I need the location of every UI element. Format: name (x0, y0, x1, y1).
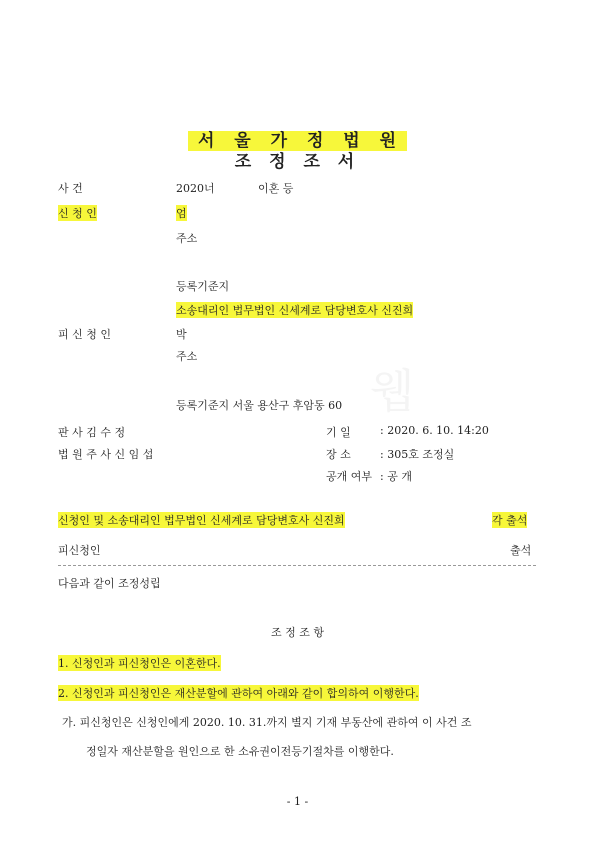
applicant-name: 엄 (176, 207, 187, 220)
case-label: 사 건 (58, 182, 83, 195)
place-label: 장 소 (326, 448, 351, 461)
attendance-applicant-status: 각 출석 (492, 514, 528, 527)
attendance-applicant: 신청인 및 소송대리인 법무법인 신세계로 담당변호사 신진희 (58, 514, 345, 527)
respondent-label: 피 신 청 인 (58, 328, 111, 341)
terms-title: 조 정 조 항 (271, 626, 324, 639)
case-number: 2020너 (176, 182, 215, 195)
place-value: : 305호 조정실 (380, 448, 455, 461)
watermark-logo-icon: 웹 (370, 364, 415, 418)
term-2a-line-2: 정일자 재산분할을 원인으로 한 소유권이전등기절차를 이행한다. (86, 745, 394, 758)
judge-label: 판 사 김 수 정 (58, 426, 126, 439)
respondent-registry: 등록기준지 서울 용산구 후암동 60 (176, 399, 343, 412)
case-name: 이혼 등 (258, 182, 294, 195)
court-title: 서 울 가 정 법 원 (0, 126, 595, 151)
attendance-respondent: 피신청인 (58, 544, 101, 557)
public-label: 공개 여부 (326, 470, 373, 483)
applicant-address-label: 주소 (176, 232, 198, 245)
term-1: 1. 신청인과 피신청인은 이혼한다. (58, 657, 221, 670)
applicant-agent: 소송대리인 법무법인 신세계로 담당변호사 신진희 (176, 304, 414, 317)
attendance-respondent-status: 출석 (510, 544, 532, 557)
date-label: 기 일 (326, 426, 351, 439)
page-number: - 1 - (286, 795, 309, 808)
respondent-name: 박 (176, 328, 187, 341)
public-value: : 공 개 (380, 470, 412, 483)
respondent-address-label: 주소 (176, 350, 198, 363)
applicant-registry-label: 등록기준지 (176, 280, 230, 293)
settlement-text: 다음과 같이 조정성립 (58, 577, 161, 590)
date-value: : 2020. 6. 10. 14:20 (380, 424, 489, 437)
applicant-label: 신 청 인 (58, 207, 97, 220)
term-2: 2. 신청인과 피신청인은 재산분할에 관하여 아래와 같이 합의하여 이행한다. (58, 687, 419, 700)
divider (58, 565, 536, 566)
clerk-label: 법 원 주 사 신 임 섭 (58, 448, 154, 461)
term-2a-line-1: 가. 피신청인은 신청인에게 2020. 10. 31.까지 별지 기재 부동산에 관하여 이 사건 조 (62, 716, 472, 729)
document-title: 조 정 조 서 (234, 152, 361, 172)
